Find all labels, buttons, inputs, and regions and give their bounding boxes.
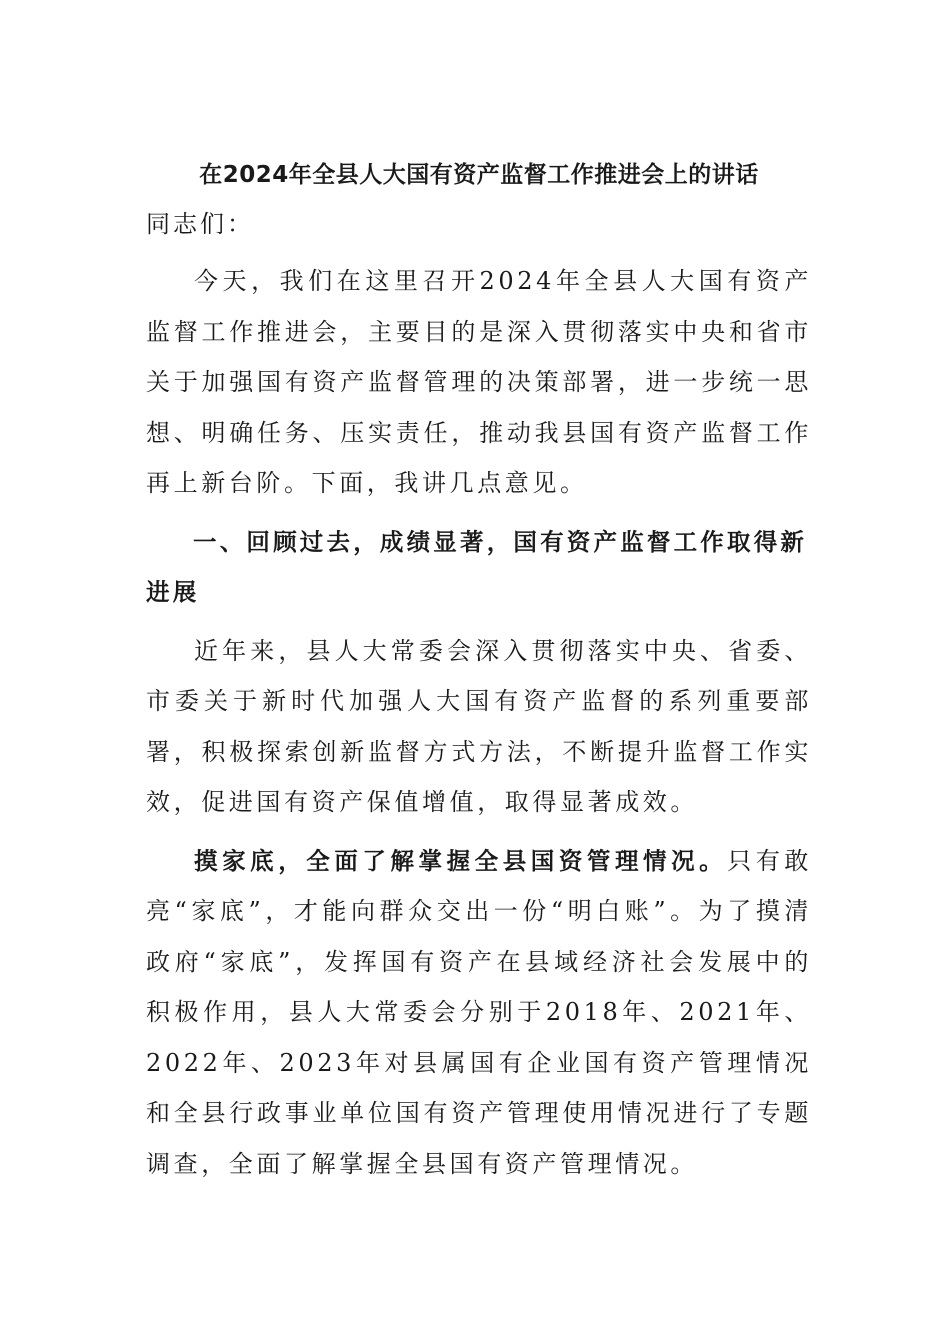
point-1-body: 只有敢亮“家底”，才能向群众交出一份“明白账”。为了摸清政府“家底”，发挥国有资产在县域经济社会发展中的积极作用，县人大常委会分别于2018年、2021年、2022年、2023年对县属国有企业国有资产管理情况和全县行政事业单位国有资产管理使用情况进行了专题调查，全面了解掌握全县国有资产管理情况。 [146,846,812,1178]
document-title: 在2024年全县人大国有资产监督工作推进会上的讲话 [199,162,759,188]
point-1-lead: 摸家底，全面了解掌握全县国资管理情况。 [194,846,728,875]
section-1-heading: 一、回顾过去，成绩显著，国有资产监督工作取得新进展 [146,527,808,606]
intro-paragraph: 今天，我们在这里召开2024年全县人大国有资产监督工作推进会，主要目的是深入贯彻落实中央和省市关于加强国有资产监督管理的决策部署，进一步统一思想、明确任务、压实责任，推动我县国有资产监督工作再上新台阶。下面，我讲几点意见。 [146,267,812,497]
point-1-paragraph [146,836,812,1190]
section-1-paragraph: 近年来，县人大常委会深入贯彻落实中央、省委、市委关于新时代加强人大国有资产监督的系列重要部署，积极探索创新监督方式方法，不断提升监督工作实效，促进国有资产保值增值，取得显著成效。 [146,636,812,816]
document-body [146,152,812,1197]
salutation: 同志们： [146,210,254,238]
